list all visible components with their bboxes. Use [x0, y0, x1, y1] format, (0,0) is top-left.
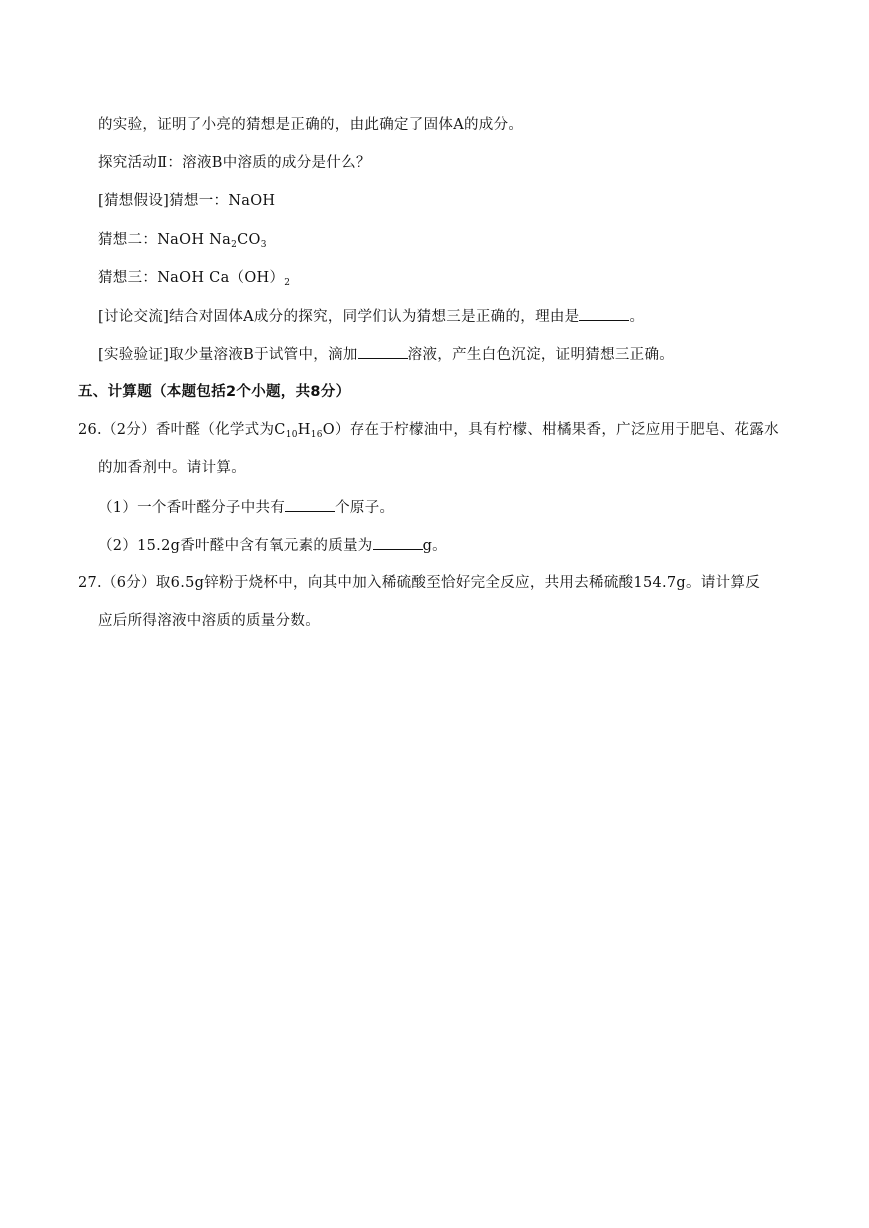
question-27-line-1: 27.（6分）取6.5g锌粉于烧杯中，向其中加入稀硫酸至恰好完全反应，共用去稀硫酸154.7g。请计算反 — [78, 575, 761, 591]
question-26-line-1 — [78, 420, 779, 440]
discussion-end: 。 — [629, 309, 645, 325]
question-26-part-2 — [98, 535, 447, 556]
verification-end: 溶液，产生白色沉淀，证明猜想三正确。 — [407, 347, 675, 363]
guess-2-formula: CO — [237, 232, 261, 248]
text-line-guess-1: [猜想假设]猜想一：NaOH — [98, 193, 276, 209]
answer-blank-reagent[interactable] — [358, 344, 408, 359]
question-26-part-1 — [98, 497, 394, 518]
answer-blank-atom-count[interactable] — [285, 497, 335, 512]
guess-3-text: 猜想三：NaOH Ca（OH） — [98, 270, 285, 286]
q26-text-end: O）存在于柠檬油中，具有柠檬、柑橘果香，广泛应用于肥皂、花露水 — [322, 422, 779, 438]
q26-2-end: g。 — [422, 538, 447, 554]
guess-2-text: 猜想二：NaOH Na — [98, 232, 232, 248]
text-line-guess-3 — [98, 268, 290, 288]
text-line-experiment-conclusion: 的实验，证明了小亮的猜想是正确的，由此确定了固体A的成分。 — [98, 117, 524, 133]
text-line-activity-2: 探究活动Ⅱ：溶液B中溶质的成分是什么？ — [98, 155, 371, 171]
answer-blank-oxygen-mass[interactable] — [373, 535, 423, 550]
subscript: 2 — [231, 240, 238, 250]
subscript: 2 — [284, 278, 291, 288]
question-27-line-2: 应后所得溶液中溶质的质量分数。 — [98, 613, 320, 629]
text-line-verification — [98, 344, 674, 365]
discussion-text: [讨论交流]结合对固体A成分的探究，同学们认为猜想三是正确的，理由是 — [98, 309, 580, 325]
q26-1-end: 个原子。 — [335, 500, 395, 516]
q26-formula-h: H — [297, 422, 311, 438]
subscript: 3 — [260, 240, 267, 250]
q26-2-text: （2）15.2g香叶醛中含有氧元素的质量为 — [98, 538, 373, 554]
section-heading-calculation: 五、计算题（本题包括2个小题，共8分） — [78, 384, 351, 400]
text-line-discussion — [98, 306, 644, 327]
question-26-line-2: 的加香剂中。请计算。 — [98, 460, 246, 476]
verification-text: [实验验证]取少量溶液B于试管中，滴加 — [98, 347, 358, 363]
q26-text-start: 26.（2分）香叶醛（化学式为C — [78, 422, 286, 438]
subscript: 16 — [310, 430, 323, 440]
answer-blank-reason[interactable] — [579, 306, 629, 321]
text-line-guess-2 — [98, 230, 267, 250]
q26-1-text: （1）一个香叶醛分子中共有 — [98, 500, 286, 516]
subscript: 10 — [285, 430, 298, 440]
